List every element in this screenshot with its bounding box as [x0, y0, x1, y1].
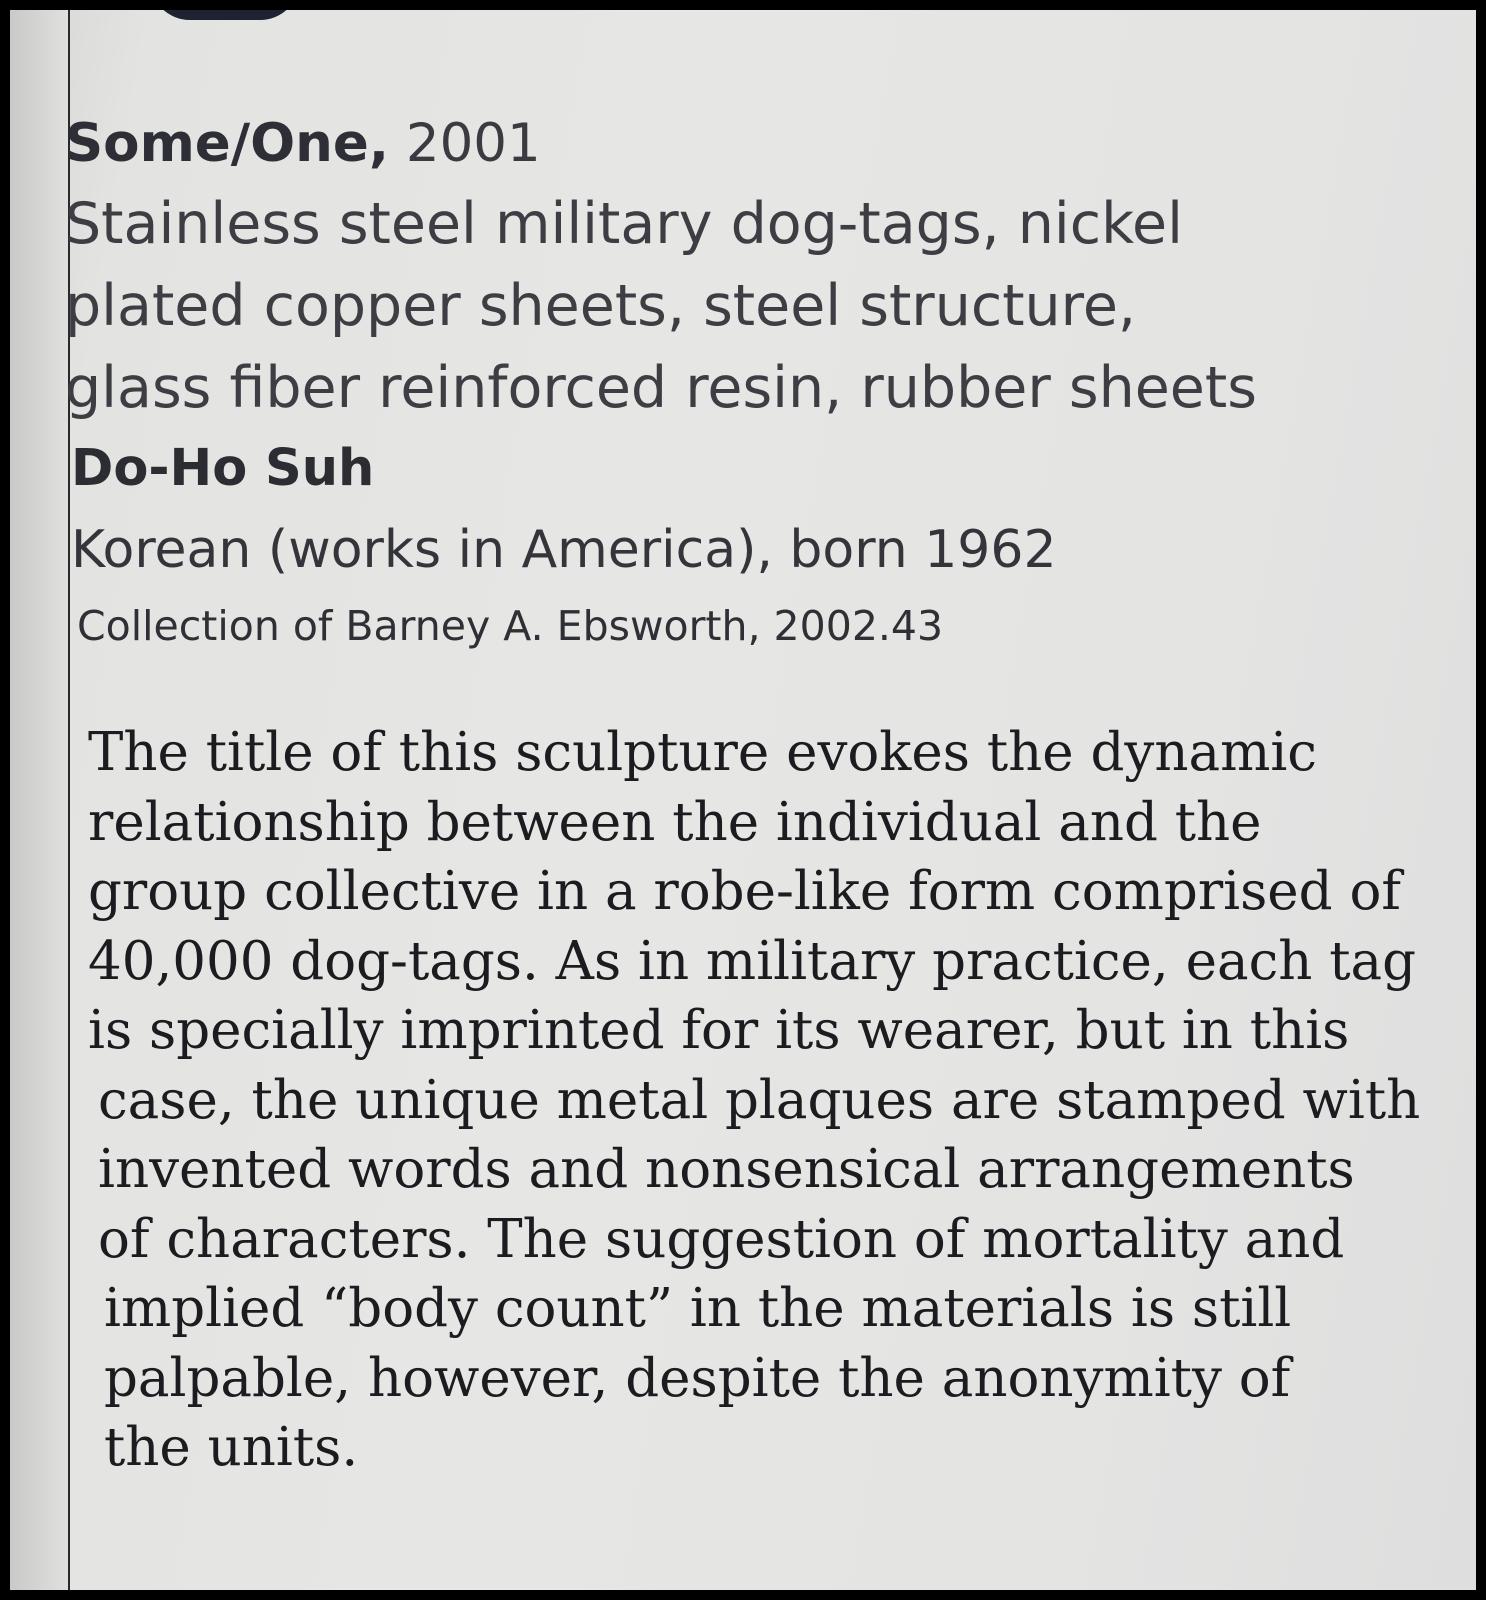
dark-object-top: [150, 10, 300, 20]
artwork-title: Some/One,: [65, 113, 389, 174]
materials-line: Stainless steel military dog-tags, nickel: [65, 191, 1183, 257]
artwork-description: [88, 718, 1421, 1483]
materials-line: plated copper sheets, steel structure,: [65, 273, 1137, 339]
description-line: The title of this sculpture evokes the dynamic: [88, 722, 1317, 783]
title-line: [65, 105, 1425, 183]
description-line: group collective in a robe-like form comprised of: [88, 861, 1401, 922]
description-line: relationship between the individual and the: [88, 791, 1262, 853]
description-line: the units.: [104, 1417, 359, 1478]
description-line: invented words and nonsensical arrangements: [98, 1139, 1355, 1200]
description-line: palpable, however, despite the anonymity of: [104, 1347, 1291, 1409]
credit-line: Collection of Barney A. Ebsworth, 2002.43: [77, 602, 944, 650]
artist-name: Do-Ho Suh: [71, 439, 375, 498]
museum-wall-label: [10, 10, 1476, 1590]
materials-line: glass fiber reinforced resin, rubber sheets: [65, 355, 1257, 421]
description-line: implied “body count” in the materials is still: [104, 1278, 1292, 1339]
artwork-metadata: [65, 105, 1425, 661]
description-line: case, the unique metal plaques are stamped with: [98, 1069, 1421, 1131]
description-line: of characters. The suggestion of mortality and: [98, 1208, 1345, 1270]
description-line: is specially imprinted for its wearer, but in this: [88, 1000, 1350, 1061]
description-line: 40,000 dog-tags. As in military practice, each tag: [88, 930, 1417, 992]
artwork-year: 2001: [405, 113, 541, 174]
artwork-materials: [65, 183, 1425, 429]
wall-edge-shadow: [10, 10, 68, 1590]
artist-nationality: Korean (works in America), born 1962: [71, 520, 1057, 580]
